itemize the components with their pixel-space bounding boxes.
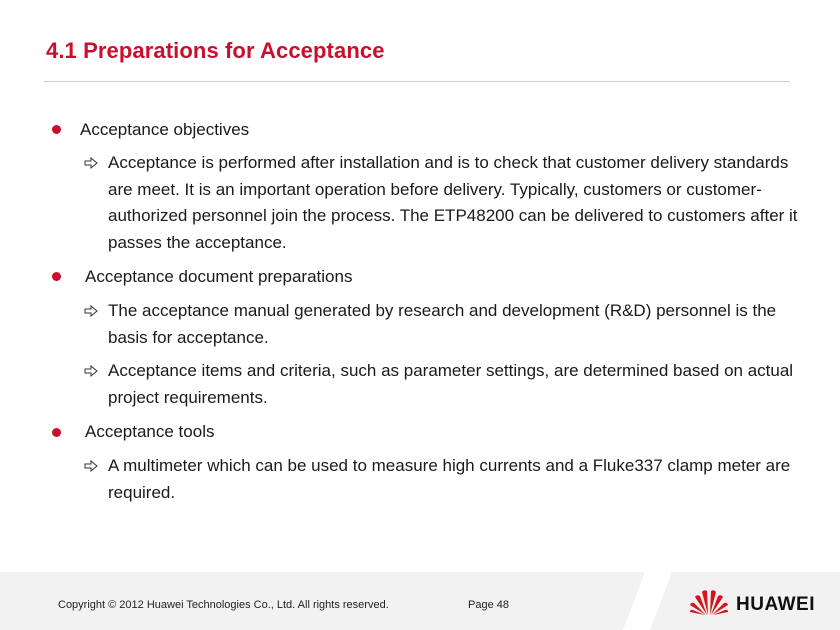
bullet-dot-icon <box>52 272 61 281</box>
hollow-arrow-icon <box>84 365 98 377</box>
title-divider <box>44 81 790 82</box>
copyright-text: Copyright © 2012 Huawei Technologies Co., Ltd. All rights reserved. <box>58 599 389 611</box>
section-item: Acceptance is performed after installation and is to check that customer delivery standards are meet. It is an important operation before delivery. Typically, customers or customer-authorized personnel join the process. The ETP48200 can be delivered to customers after it passes the acceptance. <box>108 153 798 252</box>
hollow-arrow-icon <box>84 460 98 472</box>
bullet-dot-icon <box>52 125 61 134</box>
page-number: Page 48 <box>468 599 509 611</box>
section-item: Acceptance items and criteria, such as parameter settings, are determined based on actual project requirements. <box>108 361 794 407</box>
section-item: A multimeter which can be used to measure high currents and a Fluke337 clamp meter are required. <box>108 456 791 502</box>
hollow-arrow-icon <box>84 305 98 317</box>
section-heading: Acceptance document preparations <box>85 267 353 286</box>
brand-wordmark: HUAWEI <box>736 594 815 615</box>
hollow-arrow-icon <box>84 157 98 169</box>
slide-footer <box>0 572 840 630</box>
section-item: The acceptance manual generated by research and development (R&D) personnel is the basis for acceptance. <box>108 301 777 347</box>
slide-title: 4.1 Preparations for Acceptance <box>46 38 385 63</box>
section-heading: Acceptance objectives <box>80 120 250 139</box>
huawei-logo-icon <box>689 588 729 616</box>
bullet-dot-icon <box>52 428 61 437</box>
section-heading: Acceptance tools <box>85 422 215 441</box>
